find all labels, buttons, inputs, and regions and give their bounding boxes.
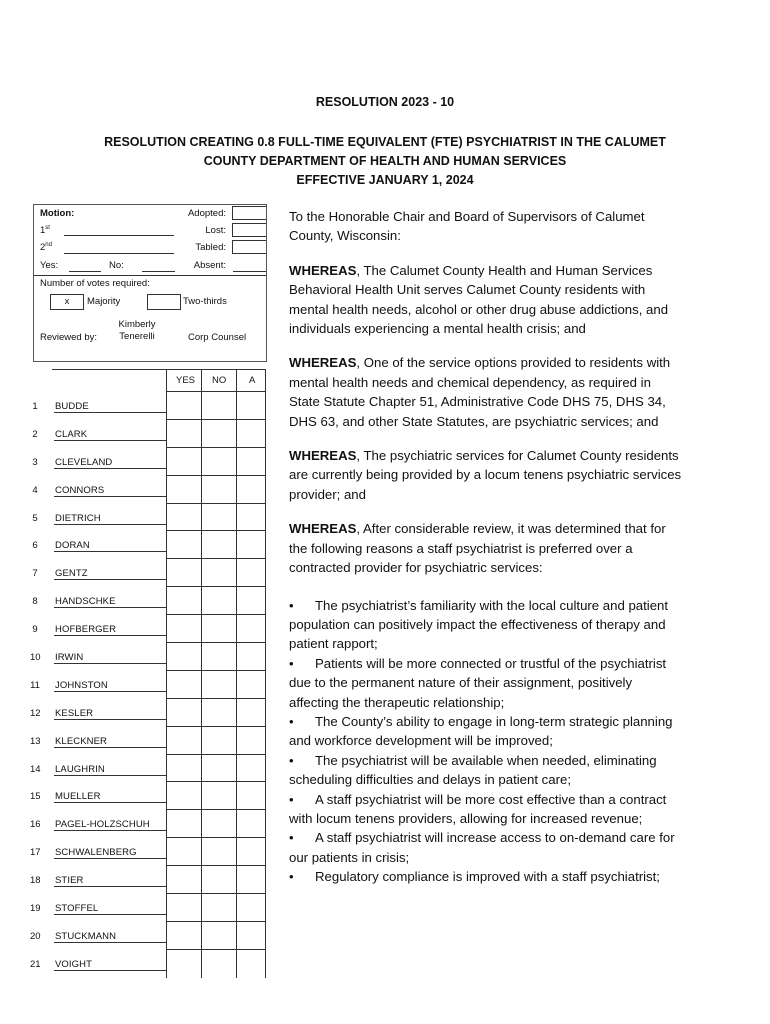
bullet-icon: • <box>289 655 294 671</box>
list-item <box>289 751 684 790</box>
member-number: 19 <box>30 903 41 915</box>
member-number: 4 <box>32 484 38 496</box>
member-name: HOFBERGER <box>54 624 166 636</box>
member-name: HANDSCHKE <box>54 596 166 608</box>
reviewer-name: Kimberly Tenerelli <box>118 319 156 342</box>
member-number: 15 <box>30 791 41 803</box>
table-row <box>30 642 266 670</box>
table-row <box>30 586 266 614</box>
yes-vote-cell[interactable] <box>167 671 201 697</box>
whereas-text: , After considerable review, it was determined that for the following reasons a staff psychiatrist is preferred over a contracted provider for psychiatric services: <box>289 521 666 576</box>
reviewed-by-label: Reviewed by: <box>40 332 98 343</box>
no-vote-cell[interactable] <box>202 420 236 446</box>
two-thirds-checkbox[interactable] <box>147 294 181 310</box>
table-row <box>30 781 266 809</box>
yes-column-line <box>166 369 167 978</box>
member-name: MUELLER <box>54 791 166 803</box>
absent-vote-cell[interactable] <box>237 531 265 557</box>
no-vote-cell[interactable] <box>202 922 236 948</box>
member-number: 13 <box>30 735 41 747</box>
adopted-label: Adopted: <box>187 208 226 219</box>
member-name: KLECKNER <box>54 736 166 748</box>
member-number: 10 <box>30 652 41 664</box>
salutation: To the Honorable Chair and Board of Supervisors of Calumet County, Wisconsin: <box>289 209 645 244</box>
first-label: 1st <box>40 225 50 237</box>
member-number: 14 <box>30 763 41 775</box>
list-item <box>289 596 684 654</box>
two-thirds-label: Two-thirds <box>183 296 227 307</box>
absent-column-line <box>236 369 237 978</box>
resolution-title <box>0 133 770 190</box>
bullet-text: Patients will be more connected or trustful of the psychiatrist due to the permanent nature of their assignment, positively affecting the therapeutic relationship; <box>289 655 667 710</box>
absent-vote-cell[interactable] <box>237 755 265 781</box>
divider <box>34 275 266 276</box>
absent-vote-cell[interactable] <box>237 838 265 864</box>
no-vote-cell[interactable] <box>202 950 236 976</box>
yes-vote-cell[interactable] <box>167 587 201 613</box>
bullet-icon: • <box>289 597 294 613</box>
yes-vote-cell[interactable] <box>167 615 201 641</box>
yes-vote-cell[interactable] <box>167 420 201 446</box>
no-vote-cell[interactable] <box>202 671 236 697</box>
absent-vote-cell[interactable] <box>237 894 265 920</box>
reviewer-role: Corp Counsel <box>188 332 247 343</box>
majority-checkbox[interactable]: x <box>50 294 84 310</box>
table-row <box>30 865 266 893</box>
absent-vote-cell[interactable] <box>237 587 265 613</box>
lost-label: Lost: <box>205 225 226 236</box>
absent-line[interactable] <box>233 271 266 272</box>
no-count-line[interactable] <box>142 271 175 272</box>
table-row <box>30 754 266 782</box>
whereas-label: WHEREAS <box>289 521 357 537</box>
no-vote-cell[interactable] <box>202 894 236 920</box>
member-number: 2 <box>32 428 38 440</box>
member-name: DIETRICH <box>54 513 166 525</box>
no-vote-cell[interactable] <box>202 727 236 753</box>
member-number: 3 <box>32 456 38 468</box>
title-line-3: EFFECTIVE JANUARY 1, 2024 <box>296 173 474 187</box>
adopted-box[interactable] <box>232 206 266 220</box>
no-vote-cell[interactable] <box>202 699 236 725</box>
yes-vote-cell[interactable] <box>167 866 201 892</box>
member-number: 7 <box>32 568 38 580</box>
table-row <box>30 921 266 949</box>
second-line[interactable] <box>64 253 174 254</box>
table-row <box>30 809 266 837</box>
member-name: PAGEL-HOLZSCHUH <box>54 819 166 831</box>
member-name: KESLER <box>54 708 166 720</box>
no-vote-cell[interactable] <box>202 643 236 669</box>
member-name: CONNORS <box>54 485 166 497</box>
bullet-text: A staff psychiatrist will increase access to on-demand care for our patients in crisis; <box>289 830 675 865</box>
roll-call-table <box>30 369 266 977</box>
yes-vote-cell[interactable] <box>167 810 201 836</box>
member-name: JOHNSTON <box>54 680 166 692</box>
absent-vote-cell[interactable] <box>237 699 265 725</box>
lost-box[interactable] <box>232 223 266 237</box>
bullet-text: The psychiatrist will be available when needed, eliminating scheduling difficulties and delays in patient care; <box>289 752 657 788</box>
no-vote-cell[interactable] <box>202 531 236 557</box>
member-name: STOFFEL <box>54 903 166 915</box>
yes-header: YES <box>176 375 196 386</box>
table-row <box>30 419 266 447</box>
absent-header: A <box>249 375 256 386</box>
yes-vote-cell[interactable] <box>167 922 201 948</box>
yes-vote-cell[interactable] <box>167 894 201 920</box>
bullet-icon: • <box>289 869 294 885</box>
member-name: LAUGHRIN <box>54 764 166 776</box>
no-vote-cell[interactable] <box>202 615 236 641</box>
no-vote-cell[interactable] <box>202 866 236 892</box>
list-item <box>289 828 684 867</box>
roll-call-header <box>30 369 266 391</box>
table-row <box>30 837 266 865</box>
yes-count-line[interactable] <box>69 271 101 272</box>
majority-label: Majority <box>87 296 121 307</box>
bullet-text: The psychiatrist’s familiarity with the local culture and patient population can positively impact the effectiveness of therapy and patient rapport; <box>289 597 669 652</box>
no-vote-cell[interactable] <box>202 476 236 502</box>
table-row <box>30 614 266 642</box>
table-row <box>30 949 266 977</box>
whereas-1 <box>289 261 684 339</box>
yes-vote-cell[interactable] <box>167 755 201 781</box>
member-number: 20 <box>30 930 41 942</box>
member-name: DORAN <box>54 540 166 552</box>
table-row <box>30 558 266 586</box>
yes-vote-cell[interactable] <box>167 476 201 502</box>
tabled-label: Tabled: <box>195 242 226 253</box>
absent-label: Absent: <box>193 260 226 271</box>
member-number: 17 <box>30 847 41 859</box>
member-number: 5 <box>32 512 38 524</box>
header-top-rule <box>52 369 266 370</box>
no-vote-cell[interactable] <box>202 392 236 418</box>
no-label: No: <box>109 260 124 271</box>
list-item <box>289 790 684 829</box>
no-vote-cell[interactable] <box>202 587 236 613</box>
whereas-4 <box>289 519 684 577</box>
yes-label: Yes: <box>40 260 59 271</box>
whereas-label: WHEREAS <box>289 448 357 464</box>
absent-vote-cell[interactable] <box>237 782 265 808</box>
bullet-text: Regulatory compliance is improved with a staff psychiatrist; <box>315 869 660 885</box>
table-row <box>30 475 266 503</box>
member-name: CLEVELAND <box>54 457 166 469</box>
yes-vote-cell[interactable] <box>167 559 201 585</box>
whereas-text: , One of the service options provided to residents with mental health needs and chemical dependency, as required in State Statute Chapter 51, Administrative Code DHS 75, DHS 34, DHS 63, and other State Statutes, are psychiatric services; and <box>289 355 671 429</box>
no-vote-cell[interactable] <box>202 838 236 864</box>
absent-vote-cell[interactable] <box>237 615 265 641</box>
no-vote-cell[interactable] <box>202 559 236 585</box>
absent-vote-cell[interactable] <box>237 448 265 474</box>
member-name: STIER <box>54 875 166 887</box>
member-name: BUDDE <box>54 401 166 413</box>
whereas-text: , The psychiatric services for Calumet County residents are currently being provided by a locum tenens psychiatric services provider; and <box>289 448 682 502</box>
member-number: 9 <box>32 624 38 636</box>
no-vote-cell[interactable] <box>202 448 236 474</box>
bullet-icon: • <box>289 752 294 768</box>
yes-vote-cell[interactable] <box>167 838 201 864</box>
member-number: 11 <box>30 679 40 691</box>
no-vote-cell[interactable] <box>202 810 236 836</box>
yes-vote-cell[interactable] <box>167 950 201 976</box>
right-column-line <box>265 369 266 978</box>
reasons-list <box>289 596 684 887</box>
member-number: 8 <box>32 596 38 608</box>
yes-vote-cell[interactable] <box>167 643 201 669</box>
member-name: SCHWALENBERG <box>54 847 166 859</box>
member-number: 16 <box>30 819 41 831</box>
member-number: 6 <box>32 540 38 552</box>
no-vote-cell[interactable] <box>202 782 236 808</box>
yes-vote-cell[interactable] <box>167 727 201 753</box>
votes-required-label: Number of votes required: <box>40 278 150 289</box>
absent-vote-cell[interactable] <box>237 671 265 697</box>
yes-vote-cell[interactable] <box>167 392 201 418</box>
member-name: STUCKMANN <box>54 931 166 943</box>
absent-vote-cell[interactable] <box>237 420 265 446</box>
member-number: 21 <box>30 958 41 970</box>
bullet-icon: • <box>289 830 294 846</box>
no-vote-cell[interactable] <box>202 755 236 781</box>
no-column-line <box>201 369 202 978</box>
absent-vote-cell[interactable] <box>237 392 265 418</box>
no-vote-cell[interactable] <box>202 504 236 530</box>
absent-vote-cell[interactable] <box>237 727 265 753</box>
tabled-box[interactable] <box>232 240 266 254</box>
bullet-text: A staff psychiatrist will be more cost effective than a contract with locum tenens providers, allowing for increased revenue; <box>289 791 667 826</box>
list-item <box>289 867 684 886</box>
absent-vote-cell[interactable] <box>237 922 265 948</box>
absent-vote-cell[interactable] <box>237 559 265 585</box>
absent-vote-cell[interactable] <box>237 866 265 892</box>
member-number: 1 <box>32 401 38 412</box>
member-number: 12 <box>30 707 41 719</box>
bullet-icon: • <box>289 713 294 729</box>
first-line[interactable] <box>64 235 174 236</box>
yes-vote-cell[interactable] <box>167 699 201 725</box>
absent-vote-cell[interactable] <box>237 504 265 530</box>
table-row <box>30 391 266 419</box>
yes-vote-cell[interactable] <box>167 448 201 474</box>
whereas-2 <box>289 353 684 431</box>
motion-box <box>33 204 267 362</box>
list-item <box>289 712 684 751</box>
whereas-text: , The Calumet County Health and Human Services Behavioral Health Unit serves Calumet County residents with mental health needs, alcohol or other drug abuse addictions, and individuals experiencing a mental health crisis; and <box>289 262 669 337</box>
table-row <box>30 447 266 475</box>
member-name: CLARK <box>54 429 166 441</box>
member-name: VOIGHT <box>54 959 166 971</box>
absent-vote-cell[interactable] <box>237 643 265 669</box>
table-row <box>30 670 266 698</box>
whereas-label: WHEREAS <box>289 262 357 278</box>
title-line-2: COUNTY DEPARTMENT OF HEALTH AND HUMAN SERVICES <box>203 154 567 168</box>
absent-vote-cell[interactable] <box>237 476 265 502</box>
list-item <box>289 654 684 712</box>
member-number: 18 <box>30 875 41 887</box>
absent-vote-cell[interactable] <box>237 810 265 836</box>
roll-call-rows <box>30 391 266 977</box>
member-name: GENTZ <box>54 568 166 580</box>
resolution-body <box>289 207 684 887</box>
whereas-label: WHEREAS <box>289 355 357 371</box>
motion-label: Motion: <box>40 208 75 219</box>
title-line-1: RESOLUTION CREATING 0.8 FULL-TIME EQUIVALENT (FTE) PSYCHIATRIST IN THE CALUMET <box>104 135 666 149</box>
yes-vote-cell[interactable] <box>167 504 201 530</box>
table-row <box>30 893 266 921</box>
absent-vote-cell[interactable] <box>237 950 265 976</box>
no-header: NO <box>212 375 227 386</box>
resolution-number: RESOLUTION 2023 - 10 <box>315 95 455 109</box>
bullet-icon: • <box>289 791 294 807</box>
table-row <box>30 530 266 558</box>
second-label: 2nd <box>40 242 52 254</box>
yes-vote-cell[interactable] <box>167 531 201 557</box>
table-row <box>30 503 266 531</box>
whereas-3 <box>289 446 684 504</box>
table-row <box>30 698 266 726</box>
table-row <box>30 726 266 754</box>
member-name: IRWIN <box>54 652 166 664</box>
bullet-text: The County’s ability to engage in long-term strategic planning and workforce development will be improved; <box>289 713 673 749</box>
yes-vote-cell[interactable] <box>167 782 201 808</box>
